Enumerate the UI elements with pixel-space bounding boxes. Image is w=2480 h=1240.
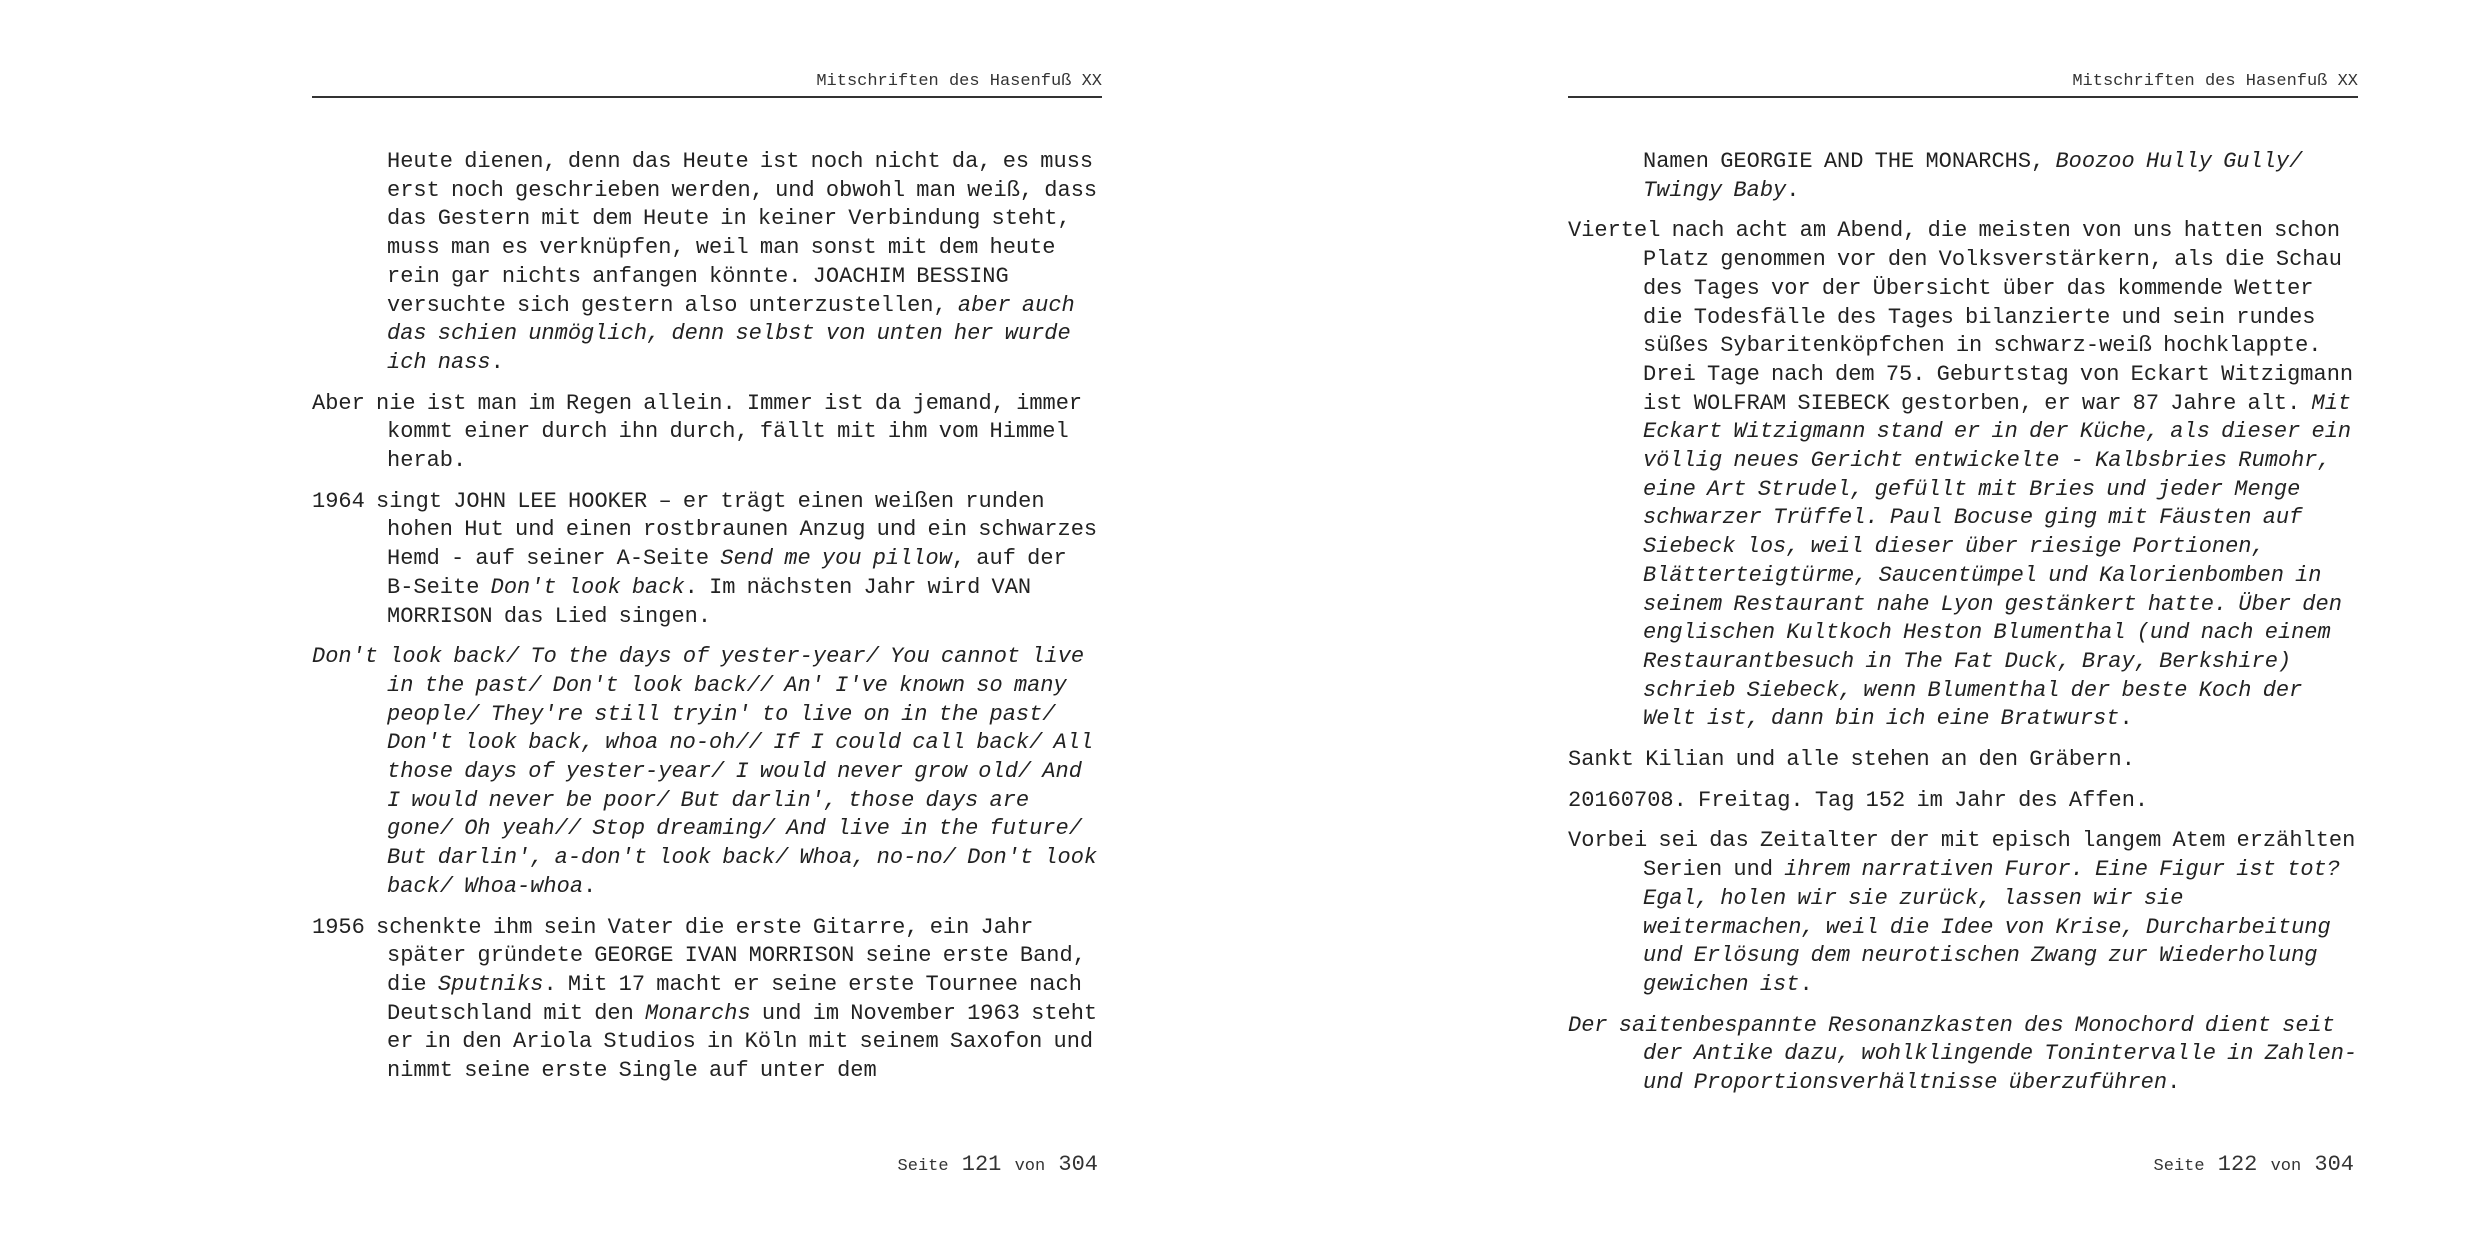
text-run: Sankt Kilian und alle stehen an den Gräbern. <box>1568 747 2135 773</box>
text-run: . <box>490 349 504 375</box>
page-number: 122 <box>2217 1152 2258 1177</box>
text-run: Viertel nach acht am Abend, die meisten von uns hatten schon Platz genommen vor den Volksverstärkern, als die Schau des Tages vor der Übersicht über das kommende Wetter die Todesfälle des Tages bilanzierte und sein rundes süßes Sybaritenköpfchen in schwarz-weiß hochklappte. Drei Tage nach dem 75. Geburtstag von Eckart Witzigmann ist WOLFRAM SIEBECK gestorben, er war 87 Jahre alt. <box>1568 218 2354 416</box>
text-run: 1956 schenkte ihm sein Vater die erste Gitarre, ein Jahr später gründete GEORGE IVAN MORRISON seine erste Band, die <box>312 914 1086 997</box>
paragraph <box>312 488 1102 632</box>
running-header: Mitschriften des Hasenfuß XX <box>816 72 1102 91</box>
page-number: 121 <box>961 1152 1002 1177</box>
header-rule <box>312 96 1102 98</box>
page-body <box>1568 148 2358 1110</box>
text-run: , auf der B-Seite <box>387 546 1067 600</box>
text-run: 1964 singt JOHN LEE HOOKER – er trägt einen weißen runden hohen Hut und einen rostbraunen Anzug und ein schwarzes Hemd - auf seiner A-Seite <box>312 488 1098 572</box>
italic-text: Monarchs <box>645 1000 751 1026</box>
paragraph <box>1568 827 2358 999</box>
text-run: Heute dienen, denn das Heute ist noch nicht da, es muss erst noch geschrieben werden, und obwohl man weiß, dass das Gestern mit dem Heute in keiner Verbindung steht, muss man es verknüpfen, weil man sonst mit dem heute rein gar nichts anfangen könnte. JOACHIM BESSING versuchte sich gestern also unterzustellen, <box>387 149 1098 318</box>
footer-von-label: von <box>2270 1157 2302 1176</box>
italic-text: Boozoo Hully Gully/ Twingy Baby <box>1643 149 2303 203</box>
header-rule <box>1568 96 2358 98</box>
page-footer <box>2154 1152 2354 1177</box>
italic-text: Sputniks <box>437 971 544 997</box>
text-run: 20160708. Freitag. Tag 152 im Jahr des Affen. <box>1568 787 2149 813</box>
italic-text: Mit Eckart Witzigmann stand er in der Küche, als dieser ein völlig neues Gericht entwickelte - Kalbsbries Rumohr, eine Art Strudel, gefüllt mit Bries und jeder Menge schwarzer Trüffel. Paul Bocuse ging mit Fäusten auf Siebeck los, weil dieser über riesige Portionen, Blätterteigtürme, Saucentümpel und Kalorienbomben in seinem Restaurant nahe Lyon gestänkert hatte. Über den englischen Kultkoch Heston Blumenthal (und nach einem Restaurantbesuch in The Fat Duck, Bray, Berkshire) schrieb Siebeck, wenn Blumenthal der beste Koch der Welt ist, dann bin ich eine Bratwurst <box>1643 390 2352 732</box>
italic-text: Don't look back/ To the days of yester-year/ You cannot live in the past/ Don't look back// An' I've known so many people/ They're still tryin' to live on in the past/ Don't look back, whoa no-oh// If I could call back/ All those days of yester-year/ I would never grow old/ And I would never be poor/ But darlin', those days are gone/ Oh yeah// Stop dreaming/ And live in the future/ But darlin', a-don't look back/ Whoa, no-no/ Don't look back/ Whoa-whoa <box>312 644 1098 899</box>
text-run: und im November 1963 steht er in den Ariola Studios in Köln mit seinem Saxofon und nimmt seine erste Single auf unter dem <box>387 1000 1098 1084</box>
paragraph <box>1568 1012 2358 1098</box>
left-page <box>312 0 1102 1240</box>
text-run: . <box>2119 706 2133 732</box>
italic-text: aber auch das schien unmöglich, denn selbst von unten her wurde ich nass <box>387 292 1075 375</box>
text-run: . <box>1799 971 1813 997</box>
italic-text: Der saitenbespannte Resonanzkasten des Monochord dient seit der Antike dazu, wohlklingende Tonintervalle in Zahlen- und Proportionsverhältnisse überzuführen <box>1568 1012 2358 1096</box>
text-run: Vorbei sei das Zeitalter der mit episch langem Atem erzählten Serien und <box>1568 828 2356 883</box>
text-run: . <box>583 873 597 899</box>
italic-text: Don't look back <box>490 574 685 600</box>
text-run: Aber nie ist man im Regen allein. Immer ist da jemand, immer kommt einer durch ihn durch, fällt mit ihm vom Himmel herab. <box>312 390 1083 474</box>
footer-seite-label: Seite <box>2153 1157 2205 1176</box>
page-total: 304 <box>1058 1152 1098 1177</box>
italic-text: Send me you pillow <box>720 546 952 572</box>
paragraph <box>1568 148 2358 205</box>
text-run: Namen GEORGIE AND THE MONARCHS, <box>1643 149 2056 174</box>
paragraph <box>1568 787 2358 816</box>
paragraph <box>312 148 1102 378</box>
italic-text: ihrem narrativen Furor. Eine Figur ist tot? Egal, holen wir sie zurück, lassen wir sie weitermachen, weil die Idee von Krise, Durcharbeitung und Erlösung dem neurotischen Zwang zur Wiederholung gewichen ist <box>1643 857 2340 997</box>
page-total: 304 <box>2314 1152 2354 1177</box>
footer-seite-label: Seite <box>897 1157 949 1176</box>
running-header: Mitschriften des Hasenfuß XX <box>2072 72 2358 91</box>
text-run: . Mit 17 macht er seine erste Tournee nach Deutschland mit den <box>387 971 1082 1026</box>
footer-von-label: von <box>1014 1157 1046 1176</box>
page-footer <box>898 1152 1098 1177</box>
text-run: . <box>2167 1070 2181 1096</box>
paragraph <box>312 390 1102 476</box>
paragraph <box>312 914 1102 1086</box>
right-page <box>1568 0 2358 1240</box>
paragraph <box>1568 746 2358 775</box>
paragraph <box>1568 217 2358 734</box>
paragraph <box>312 643 1102 901</box>
page-body <box>312 148 1102 1098</box>
text-run: . Im nächsten Jahr wird VAN MORRISON das Lied singen. <box>387 574 1032 629</box>
text-run: . <box>1786 177 1800 203</box>
